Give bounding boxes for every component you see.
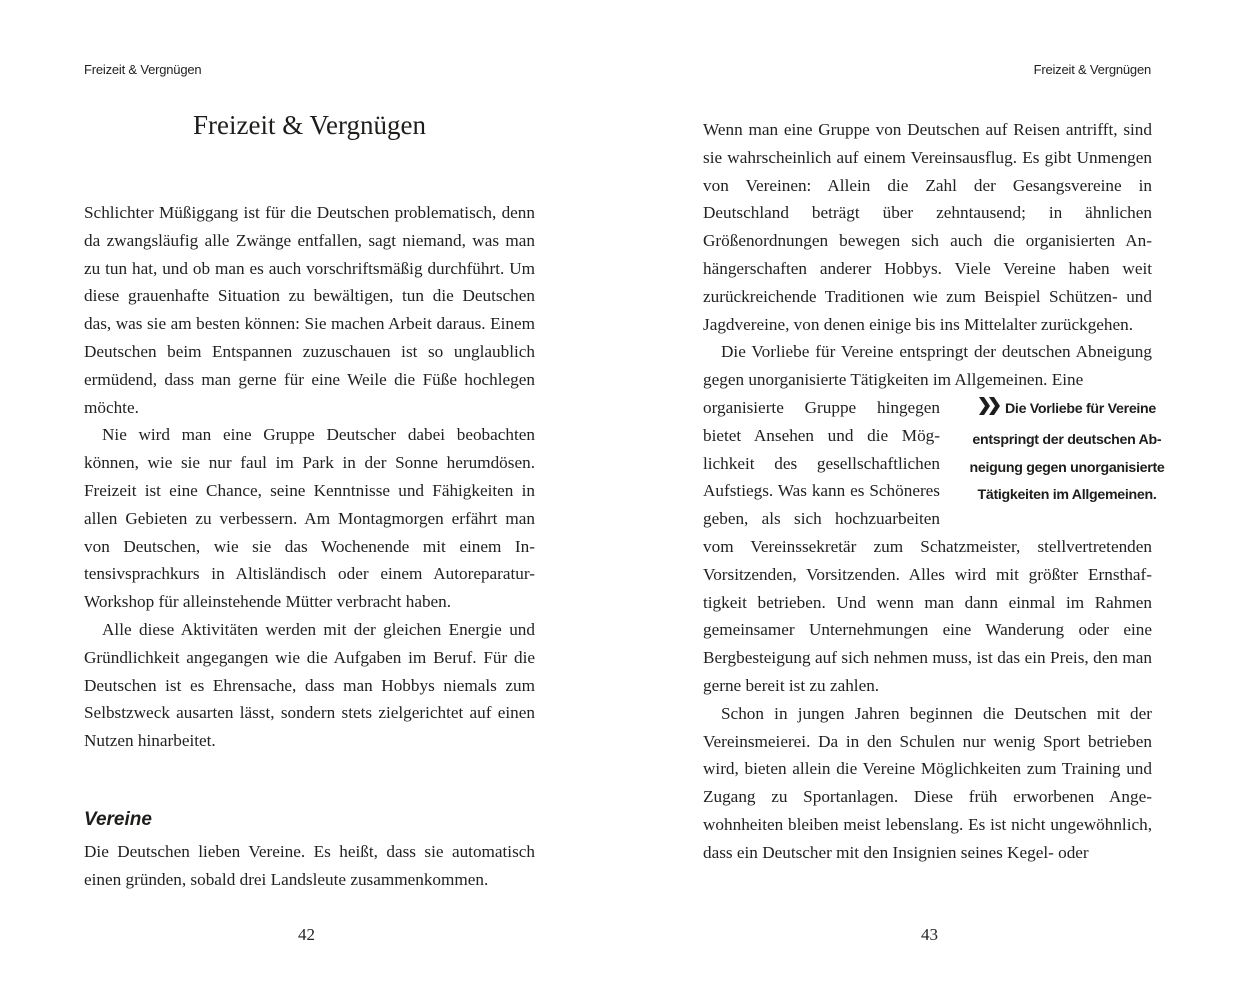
pull-quote bbox=[958, 396, 1176, 510]
pull-quote-wrap bbox=[703, 394, 1165, 700]
page-number-right: 43 bbox=[921, 925, 938, 944]
paragraph: organisierte Gruppe hingegen bietet Ansehen und die Möglichkeit des gesellschaftlichen Aufstiegs. Was kann es Schöneres geben, als sich hochzuarbeiten vom Vereinssekretär zum Schatzmeister, stellvertretenden Vorsitzenden, Vorsitzenden. Alles wird mit größter Ernsthaftigkeit betrieben. Und wenn man dann einmal im Rahmen gemeinsamer Unternehmungen eine Wanderung oder eine Bergbesteigung auf sich nehmen muss, ist das ein Preis, den man gerne bereit ist zu zahlen. bbox=[703, 397, 1152, 695]
paragraph: Nie wird man eine Gruppe Deutscher dabei beobachten können, wie sie nur faul im Park in der Sonne herumdösen. Freizeit ist eine Chance, seine Kenntnisse und Fähigkeiten in allen Gebieten zu verbessern. Am Montagmorgen erfährt man von Deutschen, wie sie das Wochenende mit einem Intensivsprachkurs in Altisländisch oder einem Autoreparatur-Workshop für alleinstehende Mütter verbracht haben. bbox=[84, 425, 535, 612]
paragraph: Die Deutschen lieben Vereine. Es heißt, dass sie automatisch einen gründen, sobald drei Landsleute zusammenkommen. bbox=[84, 842, 535, 889]
paragraph: Alle diese Aktivitäten werden mit der gleichen Energie und Gründlichkeit angegangen wie die Aufgaben im Beruf. Für die Deutschen ist es Ehrensache, dass man Hobbys niemals zum Selbstzweck ausarten lässt, sondern stets zielgerichtet auf einen Nutzen hinarbeitet. bbox=[84, 619, 535, 751]
right-page bbox=[617, 0, 1235, 1000]
page-number-left: 42 bbox=[298, 925, 315, 944]
left-page bbox=[0, 0, 617, 1000]
paragraph: Schlichter Müßiggang ist für die Deutschen problematisch, denn da zwangsläufig alle Zwänge entfallen, sagt niemand, was man zu tun hat, und ob man es auch vorschriftsmäßig durchführt. Um diese grauenhafte Situation zu bewältigen, tun die Deutschen das, was sie am besten können: Sie machen Arbeit daraus. Einem Deutschen beim Entspannen zuzuschauen ist so unglaublich ermüdend, dass man gerne für eine Weile die Füße hochlegen möchte. bbox=[84, 203, 535, 417]
paragraph: Schon in jungen Jahren beginnen die Deutschen mit der Vereinsmeierei. Da in den Schulen nur wenig Sport betrieben wird, bieten allein die Vereine Möglichkeiten zum Training und Zugang zu Sportanlagen. Diese früh erworbenen Angewohnheiten bleiben meist lebenslang. Es ist nicht ungewöhnlich, dass ein Deutscher mit den Insignien seines Kegel- oder bbox=[703, 703, 1152, 862]
pull-quote-text: Die Vorliebe für Vereine entspringt der deutschen Abneigung gegen unorganisierte Tätigkeiten im Allgemeinen. bbox=[969, 400, 1165, 504]
section-body-text bbox=[84, 838, 535, 894]
paragraph: Die Vorliebe für Vereine entspringt der deutschen Abneigung gegen unorganisierte Tätigkeiten im Allgemeinen. Eine bbox=[703, 342, 1152, 390]
running-head-left: Freizeit & Vergnügen bbox=[84, 62, 202, 77]
paragraph: Wenn man eine Gruppe von Deutschen auf Reisen antrifft, sind sie wahrscheinlich auf einem Vereinsausflug. Es gibt Unmengen von Vereinen: Allein die Zahl der Gesangsvereine in Deutschland beträgt über zehntausend; in ähnlichen Größenordnungen bewegen sich auch die organisierten Anhängerschaften anderer Hobbys. Viele Vereine haben weit zurückreichende Traditionen wie zum Beispiel Schützen- und Jagdvereine, von denen einige bis ins Mittelalter zurückgehen. bbox=[703, 120, 1152, 334]
left-body-text bbox=[84, 199, 535, 755]
double-chevron-right-icon bbox=[978, 396, 1002, 427]
running-head-right: Freizeit & Vergnügen bbox=[1033, 62, 1151, 77]
chapter-title: Freizeit & Vergnügen bbox=[193, 110, 426, 140]
section-heading-vereine: Vereine bbox=[84, 809, 152, 830]
right-body-text bbox=[703, 116, 1165, 867]
